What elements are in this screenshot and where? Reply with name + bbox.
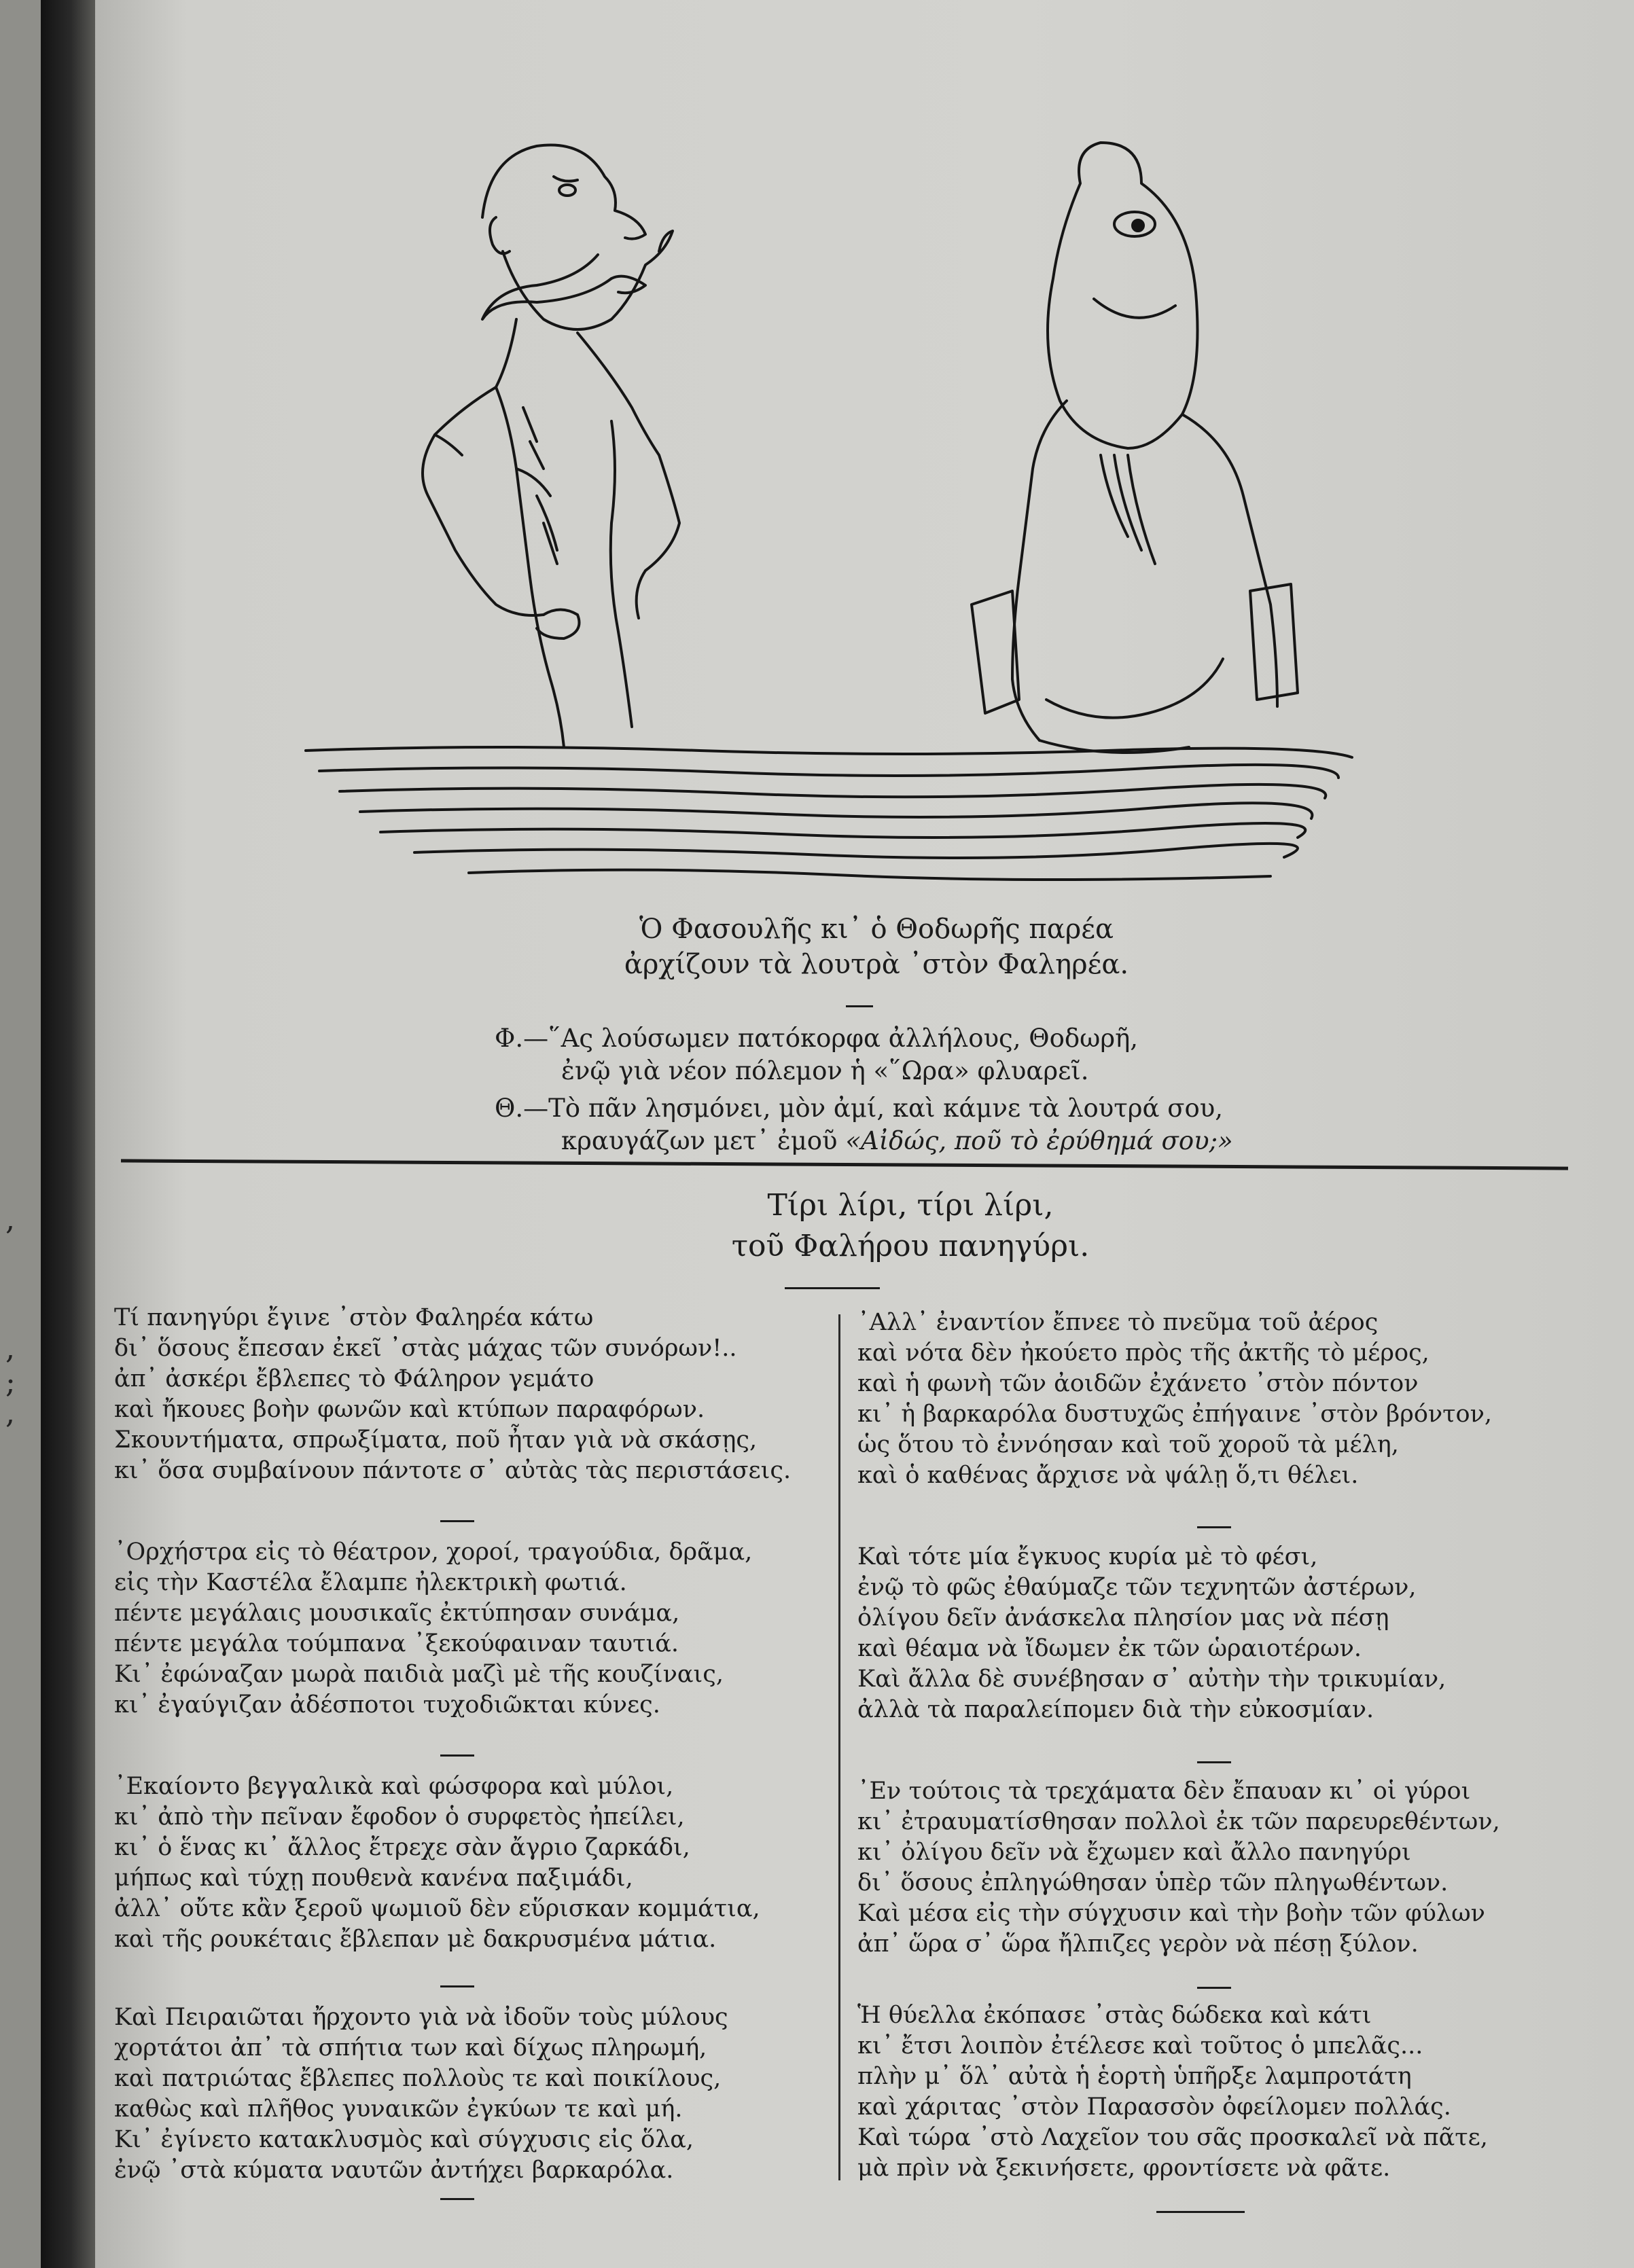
- verse-line: κι᾿ ἐγαύγιζαν ἀδέσποτοι τυχοδιῶκται κύνες.: [114, 1691, 660, 1718]
- stanza: [857, 2000, 1488, 2184]
- dialogue-line: Τὸ πᾶν λησμόνει, μὸν ἀμί, καὶ κάμνε τὰ λουτρά σου,: [548, 1094, 1224, 1123]
- verse-line: ἀπ᾿ ὥρα σ᾿ ὥρα ἤλπιζες γερὸν νὰ πέσῃ ξύλον.: [857, 1930, 1419, 1958]
- left-page-edge: [0, 0, 41, 2268]
- stanza-divider: [440, 1520, 474, 1522]
- caption-divider: [846, 1005, 873, 1007]
- poem-title: [611, 1185, 1209, 1267]
- verse-line: ἀλλὰ τὰ παραλείπομεν διὰ τὴν εὐκοσμίαν.: [857, 1696, 1374, 1723]
- dialogue-text: κραυγάζων μετ᾿ ἐμοῦ: [561, 1126, 846, 1155]
- binding-gutter: [41, 0, 95, 2268]
- speaker-label: Θ.—: [495, 1094, 549, 1123]
- dialogue-line: ἐνῷ γιὰ νέον πόλεμον ἡ «῞Ωρα» φλυαρεῖ.: [561, 1056, 1089, 1085]
- stanza-divider: [1197, 1987, 1231, 1989]
- verse-line: καθὼς καὶ πλῆθος γυναικῶν ἐγκύων τε καὶ μή.: [114, 2095, 683, 2123]
- verse-line: δι᾿ ὅσους ἔπεσαν ἐκεῖ ᾿στὰς μάχας τῶν συνόρων!..: [114, 1335, 737, 1362]
- verse-line: ἀλλ᾿ οὔτε κἂν ξεροῦ ψωμιοῦ δὲν εὕρισκαν κομμάτια,: [114, 1895, 760, 1922]
- verse-line: κι᾿ ἔτσι λοιπὸν ἐτέλεσε καὶ τοῦτος ὁ μπελᾶς...: [857, 2032, 1423, 2059]
- verse-line: καὶ θέαμα νὰ ἴδωμεν ἐκ τῶν ὡραιοτέρων.: [857, 1635, 1362, 1662]
- stanza-divider: [1197, 1526, 1231, 1528]
- speaker-label: Φ.—: [495, 1024, 549, 1053]
- verse-line: μὰ πρὶν νὰ ξεκινήσετε, φροντίσετε νὰ φᾶτε.: [857, 2155, 1391, 2182]
- caption-line: ἀρχίζουν τὰ λουτρὰ ᾿στὸν Φαληρέα.: [624, 949, 1129, 980]
- stanza: [857, 1542, 1446, 1725]
- verse-line: εἰς τὴν Καστέλα ἔλαμπε ἠλεκτρικὴ φωτιά.: [114, 1569, 627, 1596]
- caption-line: Ὁ Φασουλῆς κι᾿ ὁ Θοδωρῆς παρέα: [639, 914, 1114, 945]
- margin-mark: ,: [5, 1396, 15, 1430]
- verse-line: κι᾿ ἀπὸ τὴν πεῖναν ἔφοδον ὁ συρφετὸς ἠπείλει,: [114, 1803, 685, 1831]
- verse-line: πέντε μεγάλαις μουσικαῖς ἐκτύπησαν συνάμα,: [114, 1600, 680, 1627]
- verse-line: ᾿Εν τούτοις τὰ τρεχάματα δὲν ἔπαυαν κι᾿ οἱ γύροι: [857, 1778, 1471, 1805]
- verse-line: καὶ πατριώτας ἔβλεπες πολλοὺς τε καὶ ποικίλους,: [114, 2065, 722, 2092]
- dialogue-thodoris: [495, 1092, 1233, 1157]
- verse-line: ἐνῷ τὸ φῶς ἐθαύμαζε τῶν τεχνητῶν ἀστέρων,: [857, 1574, 1417, 1601]
- verse-line: πέντε μεγάλα τούμπανα ᾿ξεκούφαιναν ταυτιά.: [114, 1630, 679, 1657]
- bald-bearded-man: [423, 145, 679, 747]
- cartoon-illustration: [292, 115, 1372, 897]
- verse-line: καὶ χάριτας ᾿στὸν Παρασσὸν ὀφείλομεν πολλάς.: [857, 2093, 1451, 2121]
- verse-line: καὶ τῆς ρουκέταις ἔβλεπαν μὲ δακρυσμένα μάτια.: [114, 1926, 717, 1953]
- verse-line: πλὴν μ᾿ ὅλ᾿ αὐτὰ ἡ ἑορτὴ ὑπῆρξε λαμπροτάτη: [857, 2063, 1412, 2090]
- verse-line: Καὶ Πειραιῶται ἤρχοντο γιὰ νὰ ἰδοῦν τοὺς μύλους: [114, 2004, 728, 2031]
- poem-title-line: τοῦ Φαλήρου πανηγύρι.: [731, 1229, 1090, 1263]
- verse-line: Σκουντήματα, σπρωξίματα, ποῦ ἦταν γιὰ νὰ σκάσῃς,: [114, 1426, 758, 1454]
- verse-line: ἀπ᾿ ἀσκέρι ἔβλεπες τὸ Φάληρον γεμάτο: [114, 1365, 594, 1392]
- verse-line: κι᾿ ὀλίγου δεῖν νὰ ἔχωμεν καὶ ἄλλο πανηγύρι: [857, 1839, 1411, 1866]
- stanza-divider: [440, 1754, 474, 1757]
- stanza: [114, 1771, 760, 1955]
- dialogue-quote: «Αἰδώς, ποῦ τὸ ἐρύθημά σου;»: [845, 1126, 1233, 1155]
- stanza: [114, 1303, 791, 1486]
- column-divider: [838, 1314, 840, 2180]
- verse-line: κι᾿ ἡ βαρκαρόλα δυστυχῶς ἐπήγαινε ᾿στὸν βρόντον,: [857, 1401, 1493, 1428]
- verse-line: ὡς ὅτου τὸ ἐννόησαν καὶ τοῦ χοροῦ τὰ μέλη,: [857, 1431, 1399, 1458]
- verse-line: ᾿Ορχήστρα εἰς τὸ θέατρον, χοροί, τραγούδια, δρᾶμα,: [114, 1538, 753, 1566]
- verse-line: Τί πανηγύρι ἔγινε ᾿στὸν Φαληρέα κάτω: [114, 1304, 594, 1331]
- cartoon-caption: [516, 912, 1237, 982]
- verse-line: Κι᾿ ἐγίνετο κατακλυσμὸς καὶ σύγχυσις εἰς ὅλα,: [114, 2126, 694, 2153]
- dialogue-line: ῞Ας λούσωμεν πατόκορφα ἀλλήλους, Θοδωρῆ,: [548, 1024, 1139, 1053]
- verse-line: κι᾿ ἐτραυματίσθησαν πολλοὶ ἐκ τῶν παρευρεθέντων,: [857, 1808, 1500, 1835]
- verse-line: καὶ ὁ καθένας ἄρχισε νὰ ψάλῃ ὅ,τι θέλει.: [857, 1462, 1359, 1489]
- verse-line: Κι᾿ ἐφώναζαν μωρὰ παιδιὰ μαζὶ μὲ τῆς κουζίναις,: [114, 1661, 724, 1688]
- verse-line: ᾿Εκαίοντο βεγγαλικὰ καὶ φώσφορα καὶ μύλοι,: [114, 1773, 674, 1800]
- verse-line: ἐνῷ ᾿στὰ κύματα ναυτῶν ἀντήχει βαρκαρόλα.: [114, 2157, 674, 2184]
- stanza: [857, 1308, 1492, 1491]
- dialogue-fasoulis: [495, 1022, 1138, 1087]
- verse-line: Καὶ ἄλλα δὲ συνέβησαν σ᾿ αὐτὴν τὴν τρικυμίαν,: [857, 1666, 1446, 1693]
- stanza-divider: [1197, 1761, 1231, 1763]
- verse-line: Καὶ τότε μία ἔγκυος κυρία μὲ τὸ φέσι,: [857, 1543, 1318, 1570]
- verse-line: ᾿Αλλ᾿ ἐναντίον ἔπνεε τὸ πνεῦμα τοῦ ἀέρος: [857, 1309, 1379, 1336]
- verse-line: ὀλίγου δεῖν ἀνάσκελα πλησίον μας νὰ πέσῃ: [857, 1604, 1389, 1632]
- stanza-divider: [440, 1985, 474, 1987]
- verse-line: Καὶ τώρα ᾿στὸ Λαχεῖον του σᾶς προσκαλεῖ νὰ πᾶτε,: [857, 2124, 1488, 2151]
- verse-line: καὶ ἤκουες βοὴν φωνῶν καὶ κτύπων παραφόρων.: [114, 1396, 705, 1423]
- water-lines: [306, 747, 1352, 880]
- verse-line: Ἡ θύελλα ἐκόπασε ᾿στὰς δώδεκα καὶ κάτι: [857, 2002, 1372, 2029]
- verse-line: μήπως καὶ τύχῃ πουθενὰ κανένα παξιμάδι,: [114, 1865, 633, 1892]
- poem-title-line: Τίρι λίρι, τίρι λίρι,: [767, 1188, 1054, 1223]
- verse-line: χορτάτοι ἀπ᾿ τὰ σπήτια των καὶ δίχως πληρωμή,: [114, 2034, 707, 2062]
- stanza: [857, 1776, 1500, 1960]
- verse-line: κι᾿ ὅσα συμβαίνουν πάντοτε σ᾿ αὐτὰς τὰς περιστάσεις.: [114, 1457, 792, 1484]
- verse-line: δι᾿ ὅσους ἐπληγώθησαν ὑπὲρ τῶν πληγωθέντων.: [857, 1869, 1449, 1896]
- stanza-divider: [440, 2198, 474, 2200]
- margin-mark: ,: [5, 1202, 15, 1237]
- stanza: [114, 2002, 728, 2186]
- closing-divider: [1156, 2211, 1245, 2213]
- title-divider: [785, 1287, 880, 1289]
- verse-line: καὶ ἡ φωνὴ τῶν ἀοιδῶν ἐχάνετο ᾿στὸν πόντον: [857, 1370, 1419, 1397]
- verse-line: Καὶ μέσα εἰς τὴν σύγχυσιν καὶ τὴν βοὴν τῶν φύλων: [857, 1900, 1485, 1927]
- crescent-puppet: [972, 143, 1298, 753]
- verse-line: κι᾿ ὁ ἕνας κι᾿ ἄλλος ἔτρεχε σὰν ἄγριο ζαρκάδι,: [114, 1834, 690, 1861]
- dialogue-line: [495, 1125, 1233, 1157]
- margin-mark: ,: [5, 1331, 15, 1366]
- margin-mark: ;: [5, 1365, 16, 1400]
- stanza: [114, 1537, 752, 1721]
- verse-line: καὶ νότα δὲν ἠκούετο πρὸς τῆς ἀκτῆς τὸ μέρος,: [857, 1339, 1429, 1367]
